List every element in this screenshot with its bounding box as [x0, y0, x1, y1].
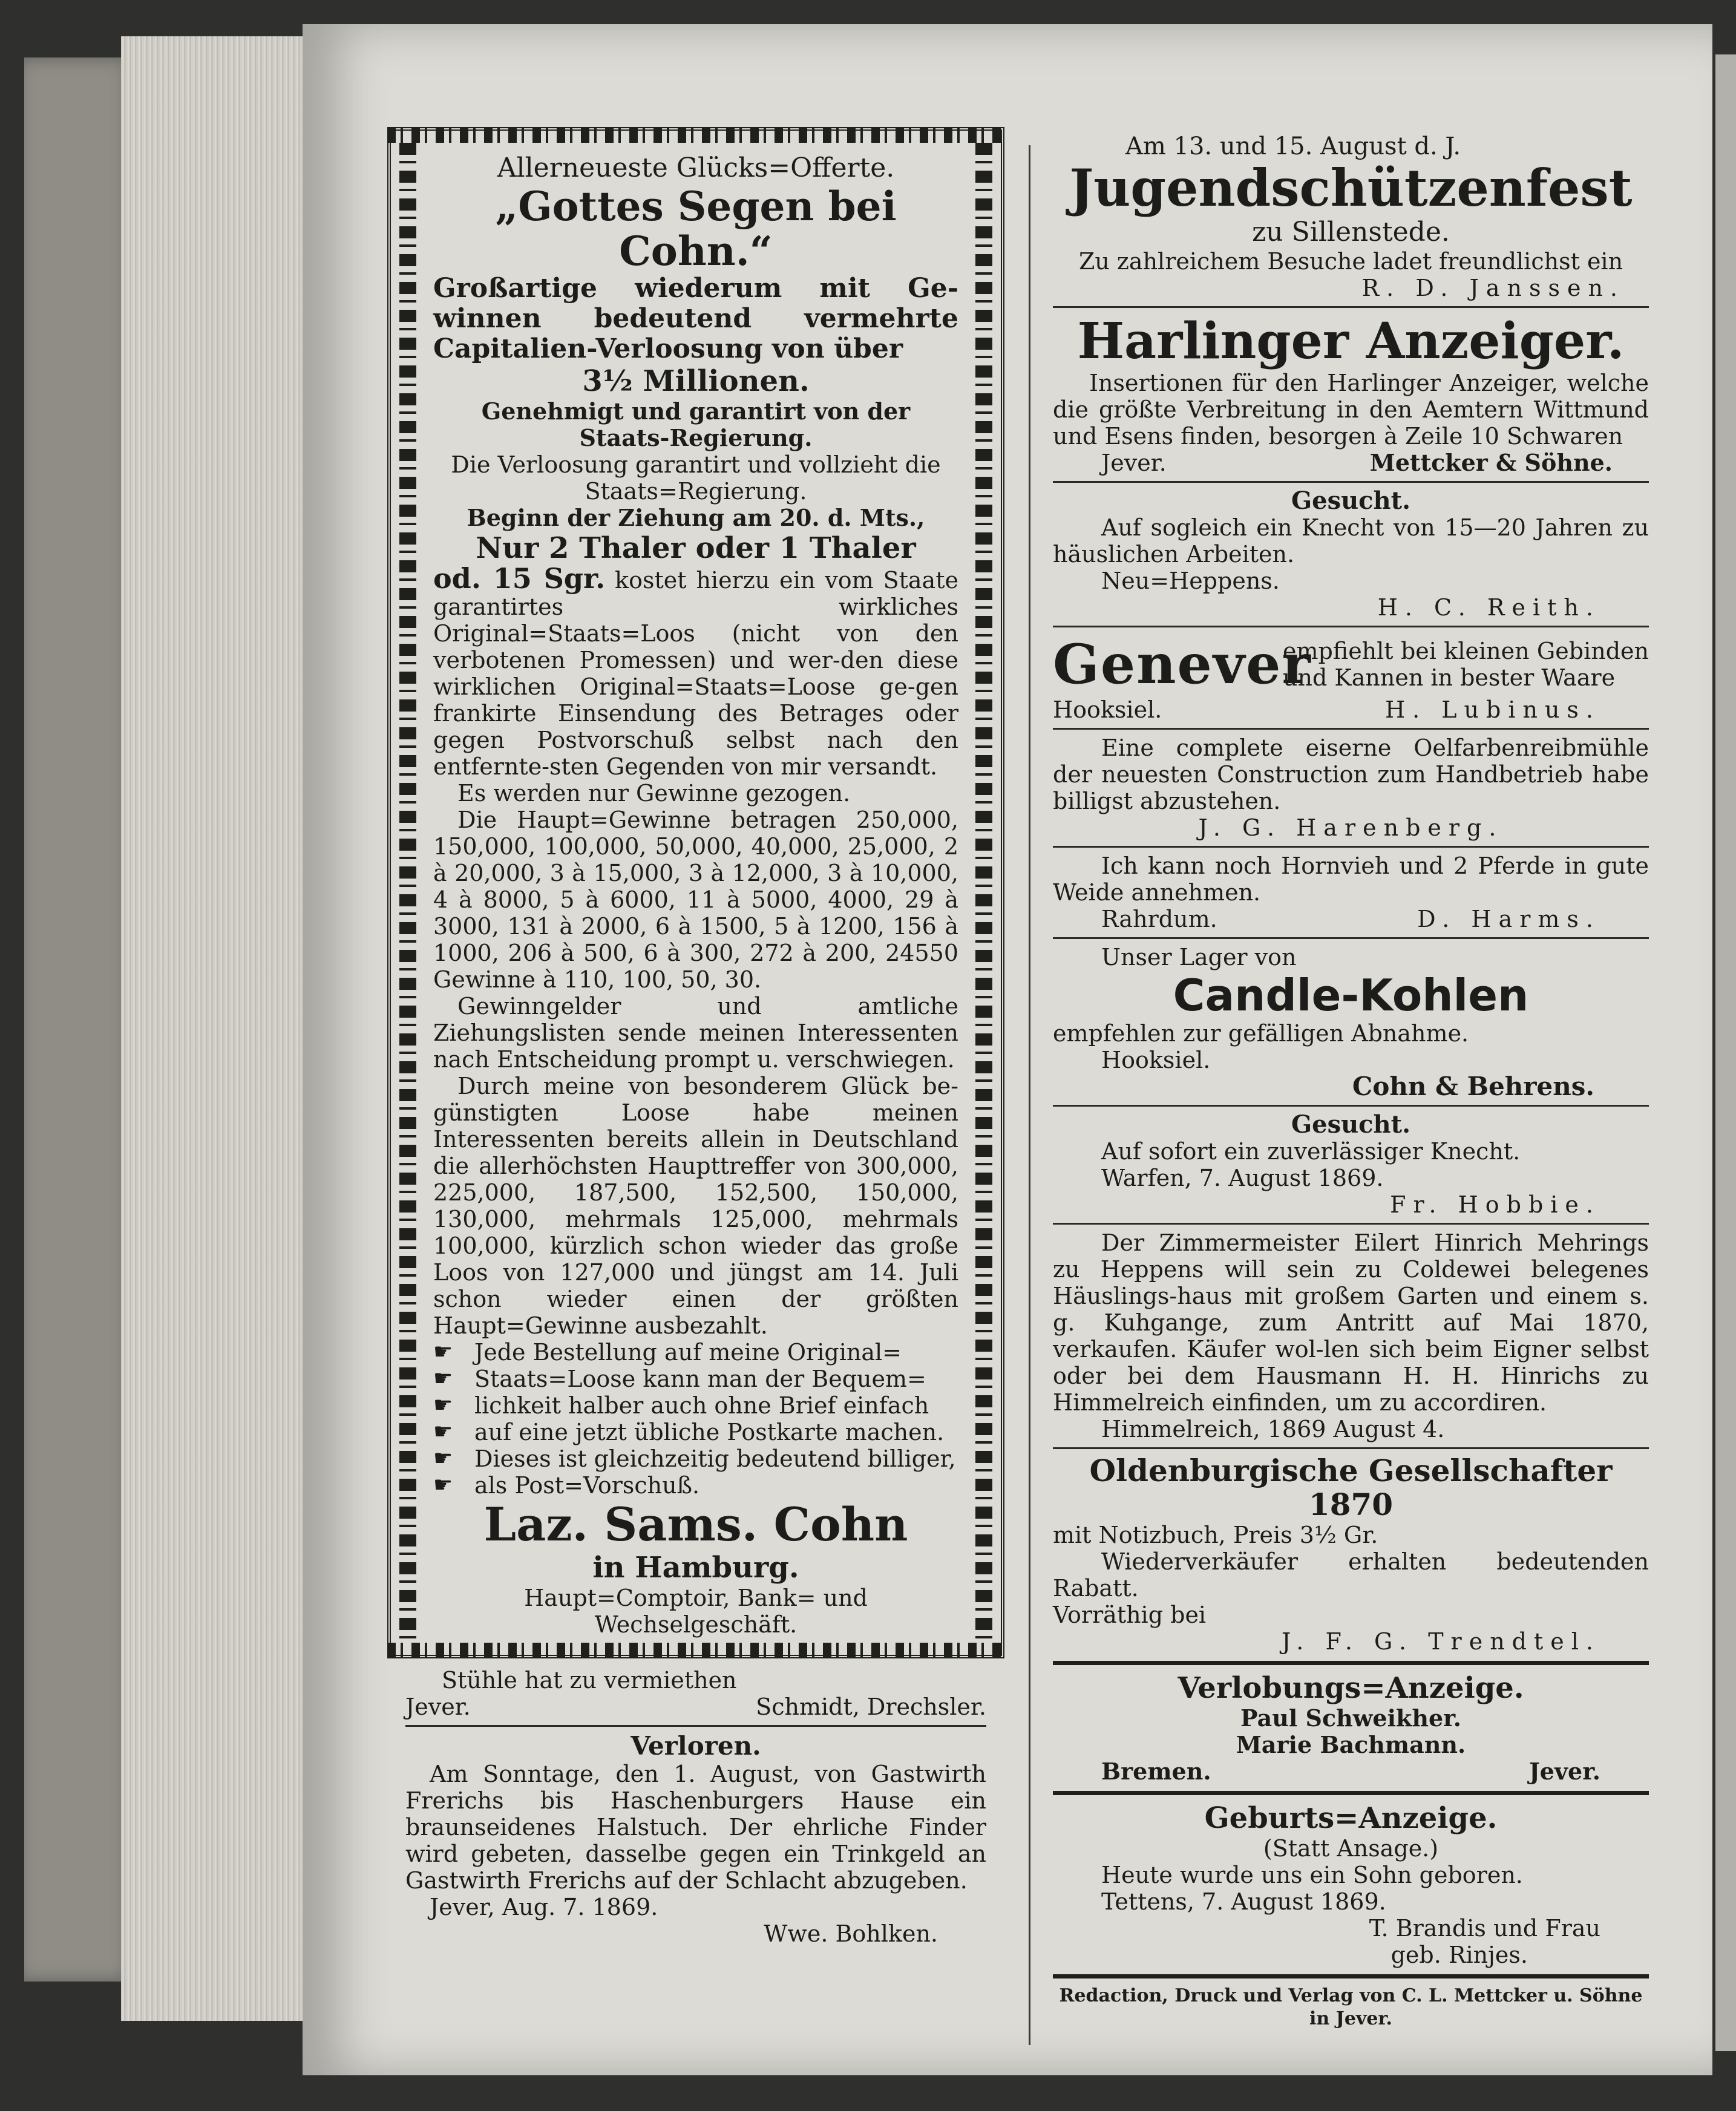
- harlinger-title: Harlinger Anzeiger.: [1077, 312, 1625, 370]
- lottery-history: Durch meine von besonderem Glück be-günstigten Loose habe meinen Interessenten bereits allein in Deutschland die allerhöchsten Haupttreffer von 300,000, 225,000, 187,500, 152,500, 150,000, 130,000, mehrmals 125,000, mehrmals 100,000, kürzlich schon wieder das große Loos von 127,000 und jüngst am 14. Juli schon wieder einen der größten Haupt=Gewinne ausbezahlt.: [433, 1073, 958, 1339]
- wanted1-body: Auf sogleich ein Knecht von 15—20 Jahren zu häuslichen Arbeiten.: [1053, 514, 1649, 568]
- genever-text: empfiehlt bei kleinen Gebinden und Kannen in bester Waare: [1283, 638, 1649, 691]
- festival-signer: R. D. Janssen.: [1361, 275, 1625, 301]
- birth-signer1: T. Brandis und Frau: [1369, 1915, 1600, 1942]
- cattle-body: Ich kann noch Hornvieh und 2 Pferde in gute Weide annehmen.: [1053, 853, 1649, 906]
- festival-date: Am 13. und 15. August d. J.: [1125, 133, 1461, 160]
- divider: [1053, 626, 1649, 627]
- lottery-footer: Haupt=Comptoir, Bank= und Wechselgeschäft.: [524, 1585, 868, 1638]
- hand-line: Staats=Loose kann man der Bequem=: [474, 1366, 926, 1392]
- ornament-bottom: [387, 1643, 1004, 1658]
- festival-title: Jugendschützenfest: [1069, 158, 1633, 218]
- wanted1-title: Gesucht.: [1291, 486, 1411, 515]
- divider: [1053, 1447, 1649, 1449]
- birth-date: Tettens, 7. August 1869.: [1101, 1888, 1386, 1915]
- pointing-hand-icon: ☛: [433, 1340, 453, 1364]
- ornament-right: [975, 143, 992, 1643]
- imprint: Redaction, Druck und Verlag von C. L. Mettcker u. Söhne in Jever.: [1059, 1985, 1643, 2029]
- divider: [1053, 306, 1649, 308]
- genever-title: Genever: [1053, 632, 1312, 696]
- lottery-draw-start: Beginn der Ziehung am 20. d. Mts.,: [467, 504, 925, 531]
- house-body: Der Zimmermeister Eilert Hinrich Mehrings zu Heppens will sein zu Coldewei belegenes Häuslings-haus mit großem Garten und einem s. g. Kuhgange, zum Antritt auf Mai 1870, verkaufen. Käufer wol-len sich beim Eigner selbst oder bei dem Hausmann H. H. Hinrichs zu Himmelreich einfinden, um zu accordiren.: [1053, 1229, 1649, 1416]
- wanted2-signer: Fr. Hobbie.: [1390, 1191, 1600, 1218]
- lottery-city: in Hamburg.: [592, 1551, 799, 1585]
- lost-signer: Wwe. Bohlken.: [764, 1920, 938, 1947]
- book-cover-edge: [24, 57, 136, 1982]
- divider: [1053, 481, 1649, 483]
- lottery-price: Nur 2 Thaler oder 1 Thaler: [476, 531, 916, 565]
- harlinger-place: Jever.: [1101, 450, 1167, 476]
- right-column: [1053, 133, 1649, 2031]
- lost-title: Verloren.: [631, 1731, 761, 1761]
- lost-date: Jever, Aug. 7. 1869.: [430, 1894, 658, 1920]
- thick-divider: [1053, 1791, 1649, 1795]
- lottery-only-wins: Es werden nur Gewinne gezogen.: [457, 780, 851, 807]
- genever-place: Hooksiel.: [1053, 696, 1162, 723]
- column-divider: [1029, 145, 1030, 2045]
- thick-divider: [1053, 1661, 1649, 1665]
- hand-line: als Post=Vorschuß.: [474, 1472, 700, 1499]
- engagement-title: Verlobungs=Anzeige.: [1178, 1671, 1524, 1705]
- lottery-advertisement: [387, 127, 1004, 1658]
- almanac-line2: Wiederverkäufer erhalten bedeutenden Rabatt.: [1053, 1548, 1649, 1602]
- almanac-signer: J. F. G. Trendtel.: [1282, 1628, 1600, 1655]
- birth-title: Geburts=Anzeige.: [1204, 1801, 1498, 1835]
- lottery-intro: Großartige wiederum mit Ge-winnen bedeutend vermehrte Capitalien-Verloosung von über: [433, 273, 958, 364]
- candle-intro: Unser Lager von: [1101, 944, 1297, 970]
- lottery-headline: Allerneueste Glücks=Offerte.: [497, 152, 895, 183]
- candle-body: empfehlen zur gefälligen Abnahme.: [1053, 1020, 1469, 1047]
- left-column: [387, 127, 1004, 1947]
- divider: [1053, 1105, 1649, 1107]
- mill-body: Eine complete eiserne Oelfarbenreibmühle der neuesten Construction zum Handbetrieb habe billigst abzustehen.: [1053, 735, 1649, 814]
- wanted2-date: Warfen, 7. August 1869.: [1101, 1165, 1384, 1191]
- engagement-place1: Bremen.: [1101, 1758, 1211, 1785]
- engagement-place2: Jever.: [1528, 1758, 1600, 1785]
- mill-signer: J. G. Harenberg.: [1198, 814, 1504, 841]
- pointing-hand-icon: ☛: [433, 1393, 453, 1418]
- divider: [1053, 937, 1649, 939]
- page-stack: [121, 36, 315, 2021]
- divider: [1053, 1223, 1649, 1225]
- engagement-name1: Paul Schweikher.: [1240, 1704, 1461, 1732]
- hand-line: Jede Bestellung auf meine Original=: [474, 1339, 902, 1366]
- almanac-line1: mit Notizbuch, Preis 3½ Gr.: [1053, 1522, 1378, 1548]
- candle-place: Hooksiel.: [1101, 1047, 1211, 1073]
- divider: [1053, 846, 1649, 848]
- birth-body: Heute wurde uns ein Sohn geboren.: [1101, 1862, 1523, 1888]
- almanac-title: Oldenburgische Gesellschafter 1870: [1089, 1453, 1613, 1522]
- wanted2-body: Auf sofort ein zuverlässiger Knecht.: [1101, 1138, 1521, 1165]
- house-date: Himmelreich, 1869 August 4.: [1101, 1416, 1445, 1442]
- lost-body: Am Sonntage, den 1. August, von Gastwirth Frerichs bis Haschenburgers Hause ein braunseidenes Halstuch. Der ehrliche Finder wird gebeten, dasselbe gegen ein Trinkgeld an Gastwirth Frerichs auf der Schlacht abzugeben.: [405, 1761, 986, 1894]
- lottery-guarantee: Die Verloosung garantirt und vollzieht die Staats=Regierung.: [451, 451, 941, 505]
- candle-signer: Cohn & Behrens.: [1352, 1072, 1594, 1101]
- cattle-signer: D. Harms.: [1417, 906, 1600, 932]
- lottery-millions: 3½ Millionen.: [582, 364, 810, 398]
- pointing-hand-icon: ☛: [433, 1446, 453, 1471]
- lottery-prizes: Die Haupt=Gewinne betragen 250,000, 150,000, 100,000, 50,000, 40,000, 25,000, 2 à 20,000, 3 à 15,000, 3 à 12,000, 3 à 10,000, 4 à 8000, 5 à 6000, 11 à 5000, 4000, 29 à 3000, 131 à 2000, 6 à 1500, 5 à 1200, 156 à 1000, 206 à 500, 6 à 300, 272 à 200, 24550 Gewinne à 110, 100, 50, 30.: [433, 807, 958, 993]
- lottery-approved: Genehmigt und garantirt von der Staats-Regierung.: [481, 398, 911, 451]
- lottery-company: Laz. Sams. Cohn: [483, 1497, 908, 1551]
- birth-signer2: geb. Rinjes.: [1390, 1942, 1528, 1968]
- lottery-title: „Gottes Segen bei Cohn.“: [495, 183, 897, 275]
- pointing-hand-icon: ☛: [433, 1419, 453, 1444]
- chairs-place: Jever.: [405, 1694, 471, 1720]
- ornament-left: [399, 143, 416, 1643]
- candle-title: Candle-Kohlen: [1173, 970, 1529, 1021]
- hand-line: Dieses ist gleichzeitig bedeutend billiger,: [474, 1445, 956, 1472]
- festival-place: zu Sillenstede.: [1252, 217, 1450, 247]
- wanted1-place: Neu=Heppens.: [1101, 568, 1280, 594]
- ornament-top: [387, 127, 1004, 143]
- divider: [405, 1725, 986, 1727]
- lottery-body: kostet hierzu ein vom Staate garantirtes wirkliches Original=Staats=Loos (nicht von den verbotenen Promessen) und wer-den diese wirklichen Original=Staats=Loose ge-gen frankirte Einsendung des Betrages oder gegen Postvorschuß selbst nach den entfernte-sten Gegenden von mir versandt.: [433, 567, 958, 780]
- genever-signer: H. Lubinus.: [1384, 696, 1600, 723]
- wanted1-signer: H. C. Reith.: [1377, 594, 1600, 621]
- divider: [1053, 728, 1649, 730]
- lottery-price-sgr: od. 15 Sgr.: [433, 562, 606, 595]
- birth-sub: (Statt Ansage.): [1263, 1835, 1439, 1862]
- almanac-line3: Vorräthig bei: [1053, 1602, 1207, 1628]
- lottery-payout: Gewinngelder und amtliche Ziehungslisten sende meinen Interessenten nach Entscheidung prompt u. verschwiegen.: [433, 993, 958, 1073]
- page-right-edge: [1715, 54, 1736, 2051]
- harlinger-body: Insertionen für den Harlinger Anzeiger, welche die größte Verbreitung in den Aemtern Wittmund und Esens finden, besorgen à Zeile 10 Schwaren: [1053, 370, 1649, 450]
- wanted2-title: Gesucht.: [1291, 1110, 1411, 1139]
- cattle-place: Rahrdum.: [1101, 906, 1217, 932]
- thick-divider: [1053, 1974, 1649, 1978]
- chairs-ad: Stühle hat zu vermiethen: [442, 1667, 737, 1694]
- hand-line: lichkeit halber auch ohne Brief einfach: [474, 1392, 929, 1419]
- harlinger-signer: Mettcker & Söhne.: [1369, 449, 1613, 476]
- festival-invite: Zu zahlreichem Besuche ladet freundlichst ein: [1078, 248, 1623, 275]
- hand-line: auf eine jetzt übliche Postkarte machen.: [474, 1419, 945, 1445]
- pointing-hand-icon: ☛: [433, 1473, 453, 1497]
- chairs-signer: Schmidt, Drechsler.: [756, 1694, 986, 1720]
- pointing-hand-icon: ☛: [433, 1366, 453, 1391]
- lottery-hand-list: [433, 1339, 958, 1499]
- engagement-name2: Marie Bachmann.: [1236, 1731, 1466, 1758]
